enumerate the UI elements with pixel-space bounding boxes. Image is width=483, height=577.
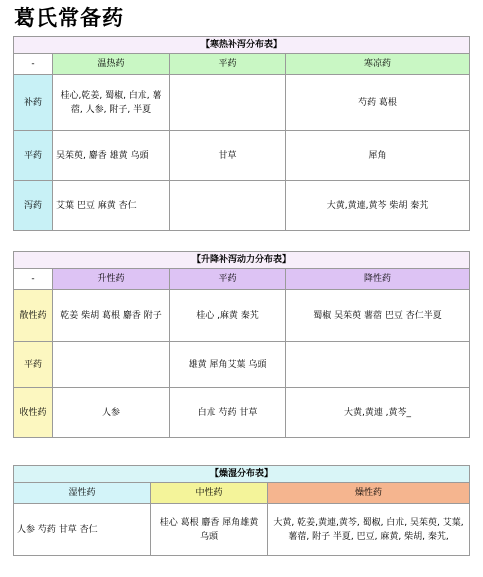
- table-cell: 桂心,乾姜, 蜀椒, 白朮, 薯蓿, 人参, 附子, 半夏: [53, 75, 170, 131]
- ascend-descend-distribution-table: [13, 251, 470, 438]
- table-cell: 大黄,黄連,黄芩 柴胡 秦艽: [286, 181, 470, 231]
- table-cell: 桂心 葛根 麝香 犀角雄黄 乌頭: [151, 504, 268, 556]
- cold-heat-distribution-table: [13, 36, 470, 231]
- table-cell: 犀角: [286, 131, 470, 181]
- table-cell: 蜀椒 吴茱萸 薯蓿 巴豆 杏仁半夏: [286, 290, 470, 342]
- column-header-descending: 降性药: [286, 269, 470, 290]
- column-header-dry: 燥性药: [268, 483, 470, 504]
- table-cell: 雄黄 犀角艾葉 乌頭: [170, 342, 286, 388]
- row-header-neutral: 平药: [14, 342, 53, 388]
- column-header-ascending: 升性药: [53, 269, 170, 290]
- row-header-neutral: 平药: [14, 131, 53, 181]
- table-row: [14, 131, 470, 181]
- table-cell: 大黄,黄連 ,黄芩_: [286, 388, 470, 438]
- table-row: [14, 388, 470, 438]
- column-header-cold: 寒凉药: [286, 54, 470, 75]
- page-title: 葛氏常备药: [14, 6, 124, 30]
- table-row: [14, 75, 470, 131]
- row-header-purge: 泻药: [14, 181, 53, 231]
- table-caption: 【燥湿分布表】: [14, 466, 470, 483]
- table-cell: 艾葉 巴豆 麻黄 杏仁: [53, 181, 170, 231]
- table-caption: 【寒热补泻分布表】: [14, 37, 470, 54]
- table-row: [14, 181, 470, 231]
- table-cell: 大黄, 乾姜,黄連,黄芩, 蜀椒, 白朮, 吴茱萸, 艾葉, 薯蓿, 附子 半夏, 巴豆, 麻黄, 柴胡, 秦艽,: [268, 504, 470, 556]
- table-cell: [170, 75, 286, 131]
- dry-wet-distribution-table: [13, 465, 470, 556]
- table-row: [14, 504, 470, 556]
- table-cell: 吴茱萸, 麝香 雄黄 乌頭: [53, 131, 170, 181]
- table-cell: 芍药 葛根: [286, 75, 470, 131]
- table-row: [14, 342, 470, 388]
- corner-header: -: [14, 54, 53, 75]
- column-header-wet: 湿性药: [14, 483, 151, 504]
- table-cell: [170, 181, 286, 231]
- row-header-tonify: 补药: [14, 75, 53, 131]
- table-row: [14, 290, 470, 342]
- table-cell: [53, 342, 170, 388]
- table-cell: 白朮 芍药 甘草: [170, 388, 286, 438]
- row-header-astringent: 收性药: [14, 388, 53, 438]
- column-header-neutral: 平药: [170, 269, 286, 290]
- table-cell: 人参: [53, 388, 170, 438]
- table-cell: 甘草: [170, 131, 286, 181]
- table-caption: 【升降补泻动力分布表】: [14, 252, 470, 269]
- corner-header: -: [14, 269, 53, 290]
- table-cell: 乾姜 柴胡 葛根 麝香 附子: [53, 290, 170, 342]
- column-header-neutral: 中性药: [151, 483, 268, 504]
- table-cell: [286, 342, 470, 388]
- table-cell: 桂心 ,麻黄 秦艽: [170, 290, 286, 342]
- table-cell: 人参 芍药 甘草 杏仁: [14, 504, 151, 556]
- row-header-dispersing: 散性药: [14, 290, 53, 342]
- column-header-neutral: 平药: [170, 54, 286, 75]
- column-header-warm: 温热药: [53, 54, 170, 75]
